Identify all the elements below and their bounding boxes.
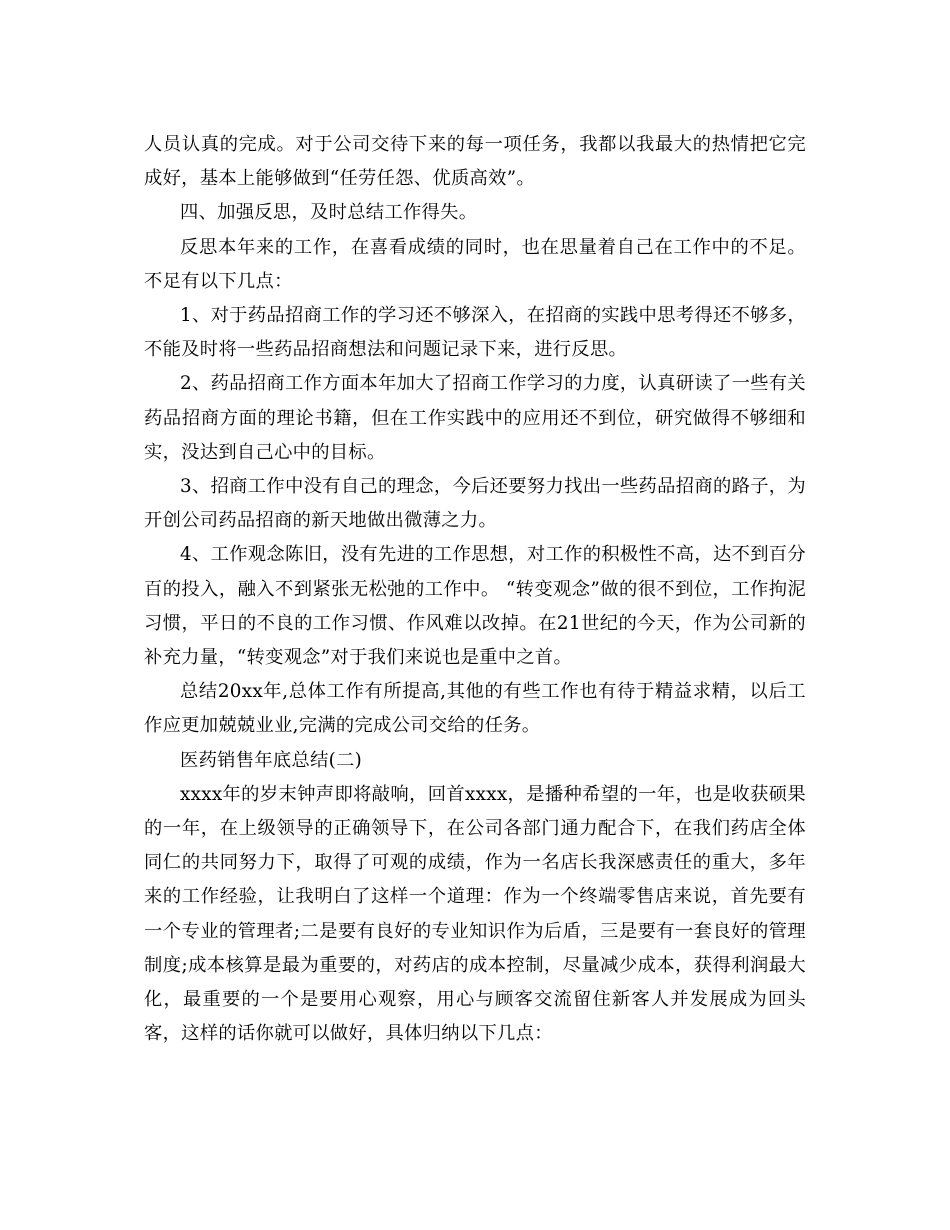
- paragraph-part-two-intro: xxxx年的岁末钟声即将敲响，回首xxxx，是播种希望的一年，也是收获硕果的一年，在上级领导的正确领导下，在公司各部门通力配合下，在我们药店全体同仁的共同努力下，取得了可观的成绩，作为一名店长我深感责任的重大，多年来的工作经验，让我明白了这样一个道理：作为一个终端零售店来说，首先要有一个专业的管理者;二是要有良好的专业知识作为后盾，三是要有一套良好的管理制度;成本核算是最为重要的，对药店的成本控制，尽量减少成本，获得利润最大化，最重要的一个是要用心观察，用心与顾客交流留住新客人并发展成为回头客，这样的话你就可以做好，具体归纳以下几点：: [144, 783, 806, 1045]
- paragraph-reflection-intro: 反思本年来的工作，在喜看成绩的同时，也在思量着自己在工作中的不足。不足有以下几点：: [144, 236, 806, 292]
- paragraph-continuation: 人员认真的完成。对于公司交待下来的每一项任务，我都以我最大的热情把它完成好，基本上能够做到“任劳任怨、优质高效”。: [144, 134, 806, 190]
- list-item-3: 3、招商工作中没有自己的理念，今后还要努力找出一些药品招商的路子，为开创公司药品招商的新天地做出微薄之力。: [144, 476, 806, 532]
- list-item-1: 1、对于药品招商工作的学习还不够深入，在招商的实践中思考得还不够多，不能及时将一些药品招商想法和问题记录下来，进行反思。: [144, 305, 806, 361]
- paragraph-summary: 总结20xx年,总体工作有所提高,其他的有些工作也有待于精益求精，以后工作应更加兢兢业业,完满的完成公司交给的任务。: [144, 681, 806, 737]
- list-item-4: 4、工作观念陈旧，没有先进的工作思想，对工作的积极性不高，达不到百分百的投入，融入不到紧张无松弛的工作中。 “转变观念”做的很不到位，工作拘泥习惯，平日的不良的工作习惯、作风难以改掉。在21世纪的今天，作为公司新的补充力量，“转变观念”对于我们来说也是重中之首。: [144, 544, 806, 669]
- list-item-2: 2、药品招商工作方面本年加大了招商工作学习的力度，认真研读了一些有关药品招商方面的理论书籍，但在工作实践中的应用还不到位，研究做得不够细和实，没达到自己心中的目标。: [144, 373, 806, 463]
- section-heading-reflection: 四、加强反思，及时总结工作得失。: [180, 202, 478, 224]
- section-title-part-two: 医药销售年底总结(二): [180, 749, 363, 771]
- document-body: [144, 128, 806, 1051]
